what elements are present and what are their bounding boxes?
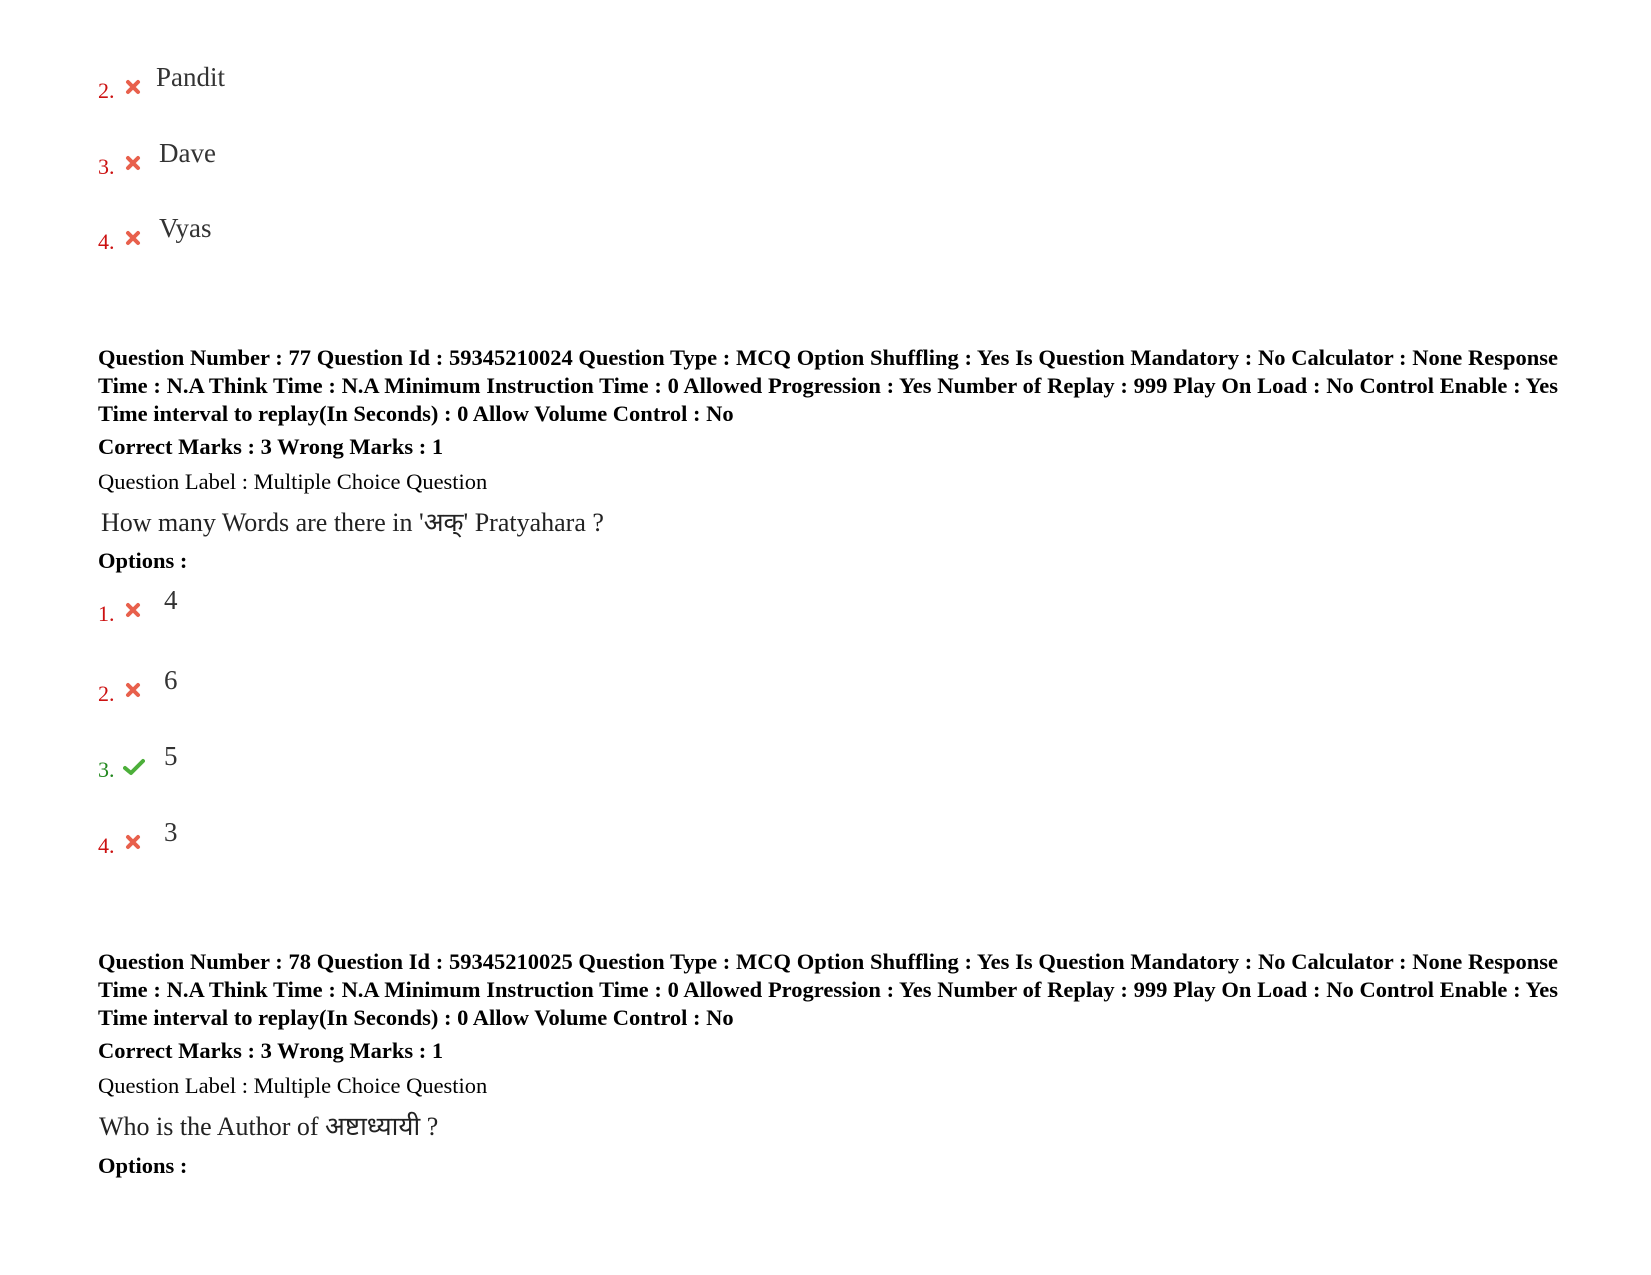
question-78-options-heading: Options : [98, 1153, 188, 1178]
option-text: 3 [164, 817, 178, 847]
option-number: 4. [98, 229, 115, 254]
option-number: 1. [98, 601, 115, 626]
cross-icon [124, 833, 142, 851]
question-77-label: Question Label : Multiple Choice Question [98, 469, 488, 494]
question-78-marks: Correct Marks : 3 Wrong Marks : 1 [98, 1038, 444, 1063]
question-78-label: Question Label : Multiple Choice Question [98, 1073, 488, 1098]
cross-icon [124, 78, 142, 96]
cross-icon [124, 229, 142, 247]
option-number: 4. [98, 833, 115, 858]
option-text: 5 [164, 741, 178, 771]
option-text: Vyas [159, 213, 212, 243]
question-77-meta: Question Number : 77 Question Id : 59345210024 Question Type : MCQ Option Shuffling : Yes Is Question Mandatory : No Calculator : None Response Time : N.A Think Time : N.A Minimum Instruction Time : 0 Allowed Progression : Yes Number of Replay : 999 Play On Load : No Control Enable : Yes Time interval to replay(In Seconds) : 0 Allow Volume Control : No [98, 345, 1558, 426]
option-text: Pandit [156, 62, 226, 92]
option-number: 2. [98, 681, 115, 706]
option-number: 3. [98, 154, 115, 179]
cross-icon [124, 601, 142, 619]
question-77-options-heading: Options : [98, 548, 188, 573]
option-text: 6 [164, 665, 178, 695]
question-78-meta: Question Number : 78 Question Id : 59345210025 Question Type : MCQ Option Shuffling : Yes Is Question Mandatory : No Calculator : None Response Time : N.A Think Time : N.A Minimum Instruction Time : 0 Allowed Progression : Yes Number of Replay : 999 Play On Load : No Control Enable : Yes Time interval to replay(In Seconds) : 0 Allow Volume Control : No [98, 949, 1558, 1030]
option-text: 4 [164, 585, 178, 615]
question-78-text: Who is the Author of अष्टाध्यायी ? [99, 1112, 439, 1141]
cross-icon [124, 154, 142, 172]
cross-icon [124, 681, 142, 699]
question-77-marks: Correct Marks : 3 Wrong Marks : 1 [98, 434, 444, 459]
option-text: Dave [159, 138, 216, 168]
option-number: 2. [98, 78, 115, 103]
check-icon [123, 758, 145, 776]
option-number: 3. [98, 757, 115, 782]
question-77-text: How many Words are there in 'अक्' Pratyahara ? [101, 508, 604, 537]
